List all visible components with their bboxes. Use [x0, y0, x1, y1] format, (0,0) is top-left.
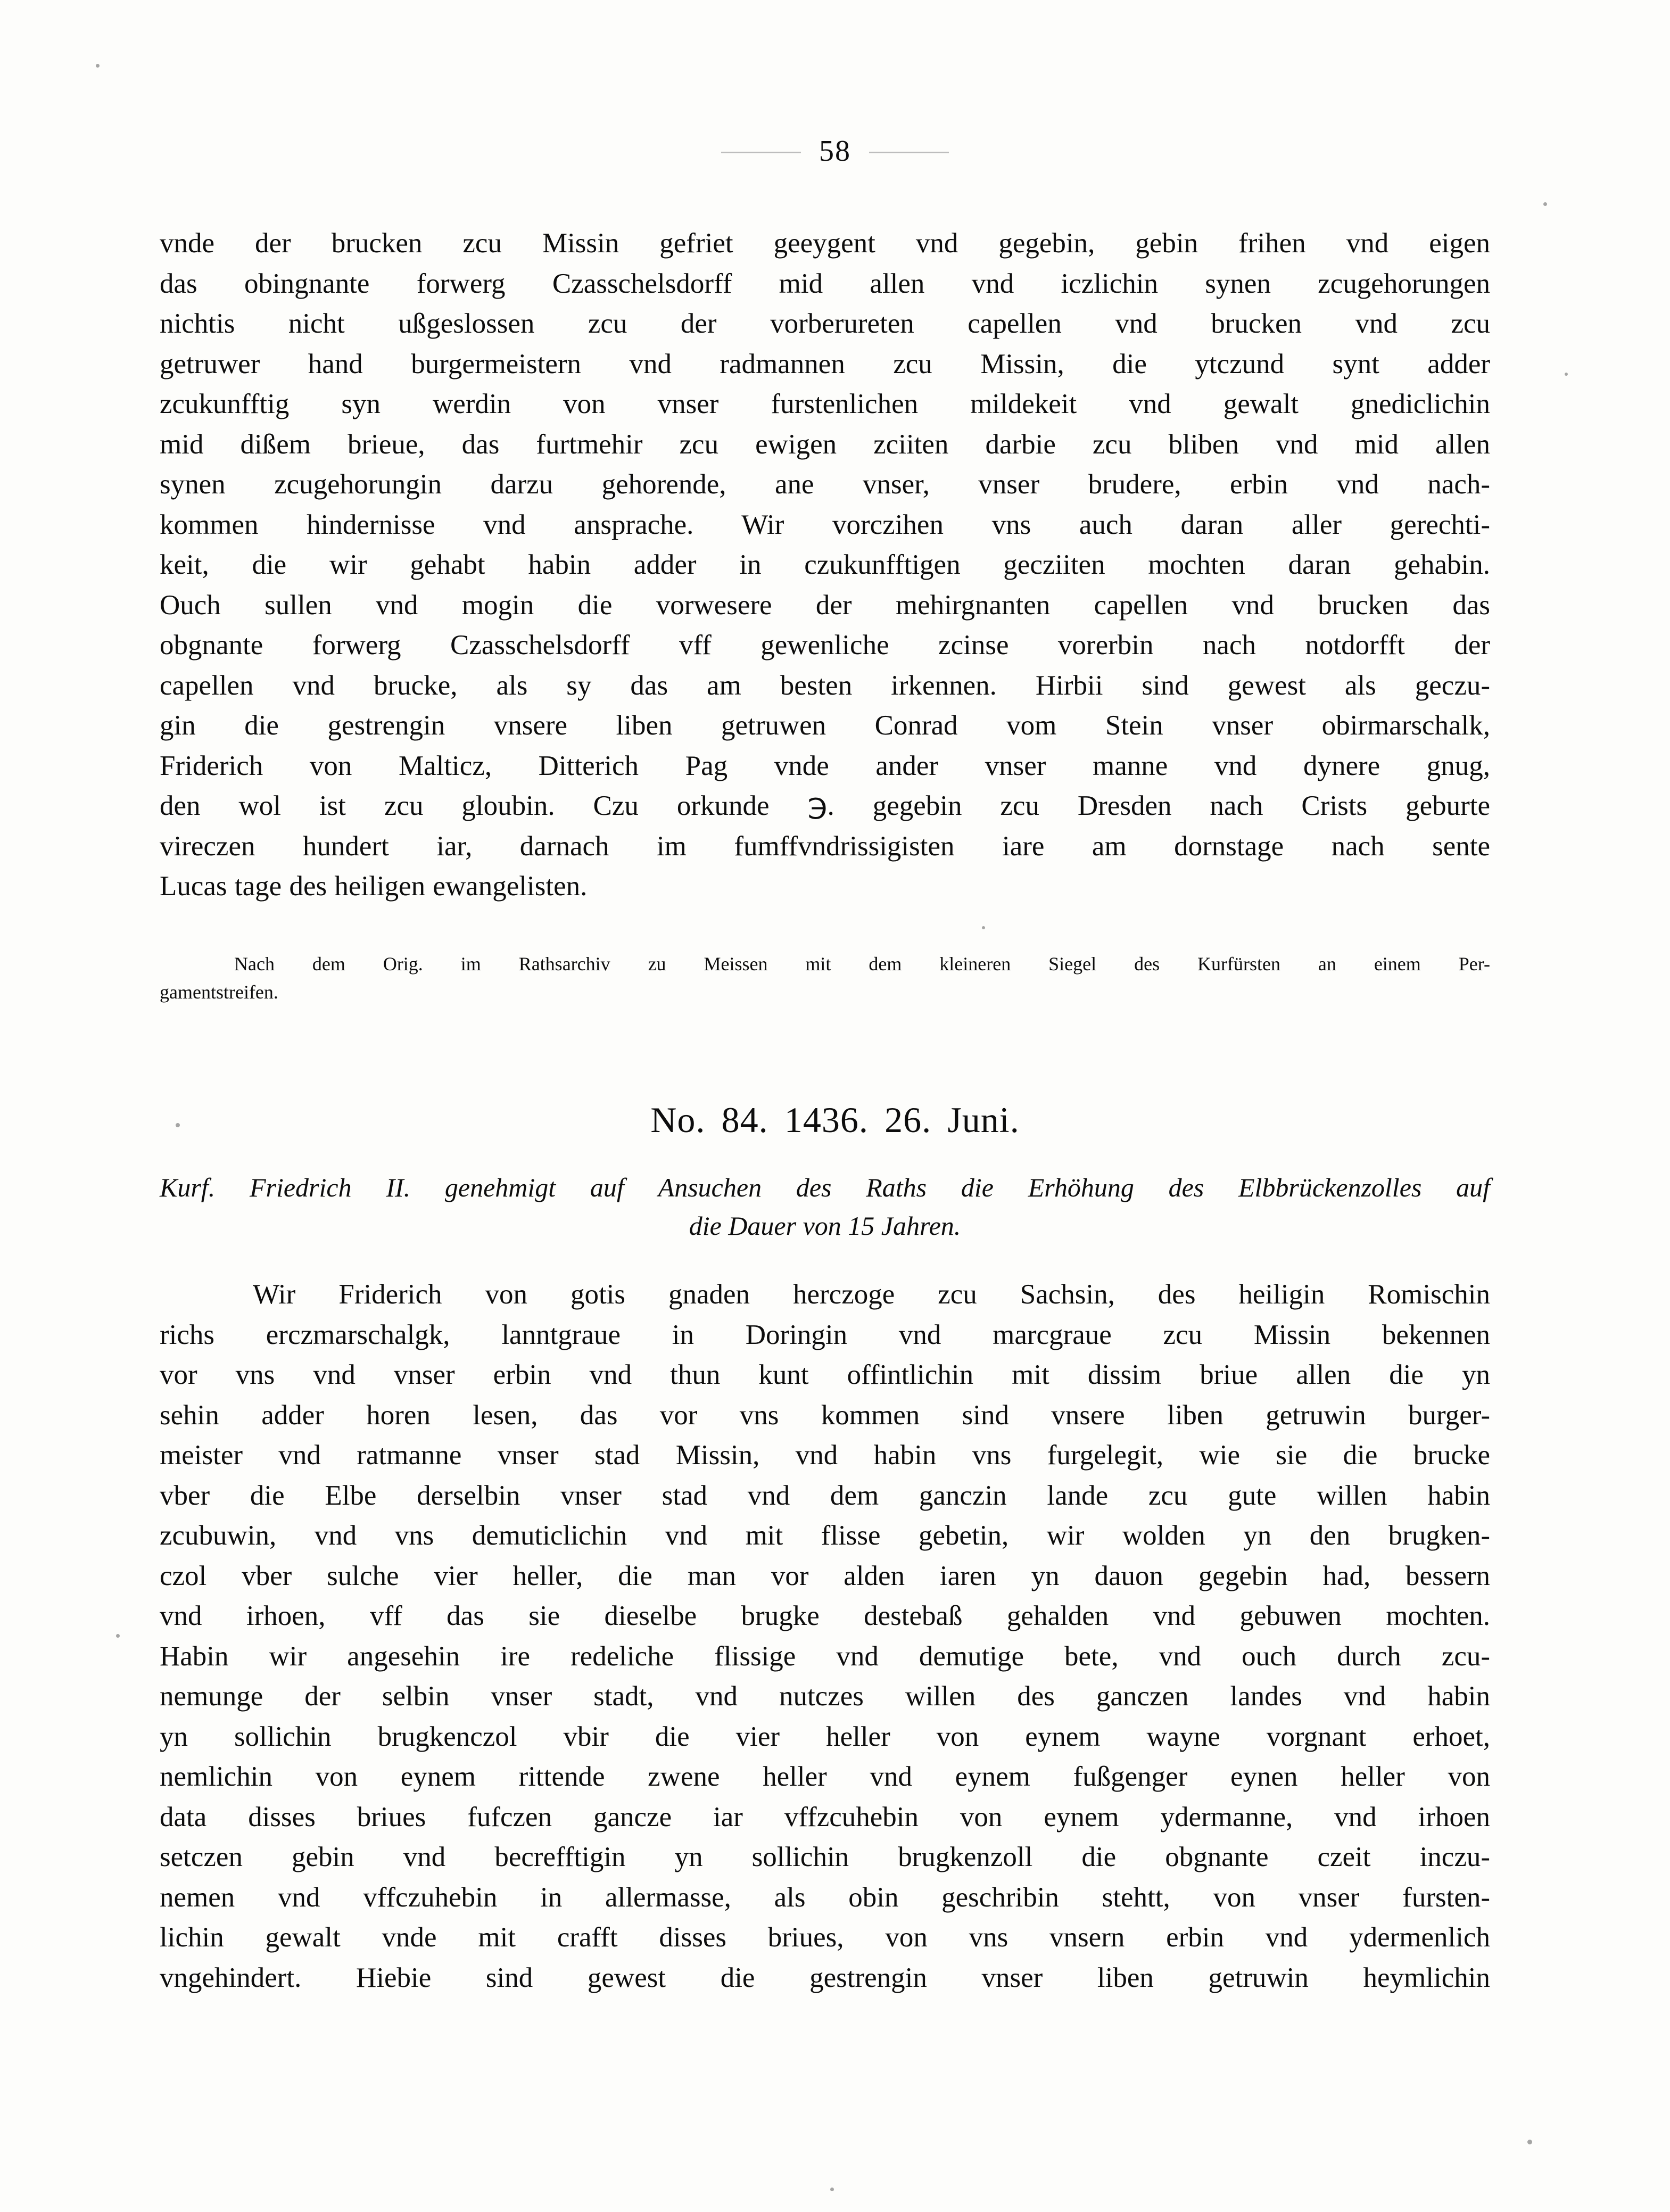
regest-line: die Dauer von 15 Jahren. [689, 1211, 961, 1241]
charter-first-line [160, 1275, 1490, 1315]
source-note-line: gamentstreifen. [160, 981, 278, 1003]
scan-speck [116, 1634, 120, 1638]
charter-line: kommen hindernisse vnd ansprache. Wir vorczihen vns auch daran aller gerechti- [160, 509, 1490, 540]
charter-line: getruwer hand burgermeistern vnd radmannen zcu Missin, die ytczund synt adder [160, 348, 1490, 379]
charter-line: capellen vnd brucke, als sy das am besten irkennen. Hirbii sind gewest als geczu- [160, 670, 1490, 701]
charter-line: yn sollichin brugkenczol vbir die vier heller von eynem wayne vorgnant erhoet, [160, 1721, 1490, 1752]
charter-line: das obingnante forwerg Czasschelsdorff mid allen vnd iczlichin synen zcugehorungen [160, 268, 1490, 299]
rule-right [869, 152, 949, 153]
charter-line: vngehindert. Hiebie sind gewest die gestrengin vnser liben getruwin heymlichin [160, 1962, 1490, 1993]
document-regest [160, 1168, 1490, 1245]
regest-line: Kurf. Friedrich II. genehmigt auf Ansuchen des Raths die Erhöhung des Elbbrückenzolles auf [160, 1173, 1490, 1202]
charter-line: vber die Elbe derselbin vnser stad vnd dem ganczin lande zcu gute willen habin [160, 1480, 1490, 1511]
scan-speck [1527, 2140, 1532, 2144]
charter-line: lichin gewalt vnde mit crafft disses briues, von vns vnsern erbin vnd ydermenlich [160, 1922, 1490, 1953]
charter-line: synen zcugehorungin darzu gehorende, ane vnser, vnser brudere, erbin vnd nach- [160, 469, 1490, 500]
charter-line: vnde der brucken zcu Missin gefriet geeygent vnd gegebin, gebin frihen vnd eigen [160, 228, 1490, 259]
source-note-line: Nach dem Orig. im Rathsarchiv zu Meissen mit dem kleineren Siegel des Kurfürsten an einem Per- [234, 953, 1490, 975]
scan-speck [982, 926, 985, 929]
charter-line: vireczen hundert iar, darnach im fumffvndrissigisten iare am dornstage nach sente [160, 830, 1490, 862]
charter-line: keit, die wir gehabt habin adder in czukunfftigen gecziiten mochten daran gehabin. [160, 549, 1490, 580]
source-note [160, 950, 1490, 1006]
charter-line: Wir Friderich von gotis gnaden herczoge zcu Sachsin, des heiligin Romischin [253, 1279, 1490, 1310]
scan-speck [96, 64, 100, 68]
charter-line: nichtis nicht ußgeslossen zcu der vorberureten capellen vnd brucken vnd zcu [160, 308, 1490, 339]
charter-line: mid dißem brieue, das furtmehir zcu ewigen zciiten darbie zcu bliben vnd mid allen [160, 428, 1490, 460]
charter-line: gin die gestrengin vnsere liben getruwen Conrad vom Stein vnser obirmarschalk, [160, 710, 1490, 741]
charter-line: Lucas tage des heiligen ewangelisten. [160, 871, 588, 902]
charter-line: sehin adder horen lesen, das vor vns kommen sind vnsere liben getruwin burger- [160, 1399, 1490, 1431]
charter-line: obgnante forwerg Czasschelsdorff vff gewenliche zcinse vorerbin nach notdorfft der [160, 630, 1490, 661]
scan-speck [1565, 373, 1568, 376]
charter-line: Ouch sullen vnd mogin die vorwesere der mehirgnanten capellen vnd brucken das [160, 589, 1490, 621]
charter-paragraph [160, 224, 1490, 907]
running-head [0, 134, 1670, 168]
charter-line: Friderich von Malticz, Ditterich Pag vnde ander vnser manne vnd dynere gnug, [160, 750, 1490, 781]
charter-paragraph [160, 1275, 1490, 1998]
charter-line: den wol ist zcu gloubin. Czu orkunde ℈. gegebin zcu Dresden nach Crists geburte [160, 790, 1490, 821]
scan-speck [1543, 202, 1547, 206]
charter-line: vor vns vnd vnser erbin vnd thun kunt offintlichin mit dissim briue allen die yn [160, 1359, 1490, 1390]
charter-line: nemunge der selbin vnser stadt, vnd nutczes willen des ganczen landes vnd habin [160, 1681, 1490, 1712]
scan-speck [830, 2188, 834, 2191]
charter-line: czol vber sulche vier heller, die man vor alden iaren yn dauon gegebin had, bessern [160, 1560, 1490, 1591]
charter-line: nemlichin von eynem rittende zwene heller vnd eynem fußgenger eynen heller von [160, 1761, 1490, 1792]
charter-line: vnd irhoen, vff das sie dieselbe brugke destebaß gehalden vnd gebuwen mochten. [160, 1600, 1490, 1631]
charter-line: data disses briues fufczen gancze iar vffzcuhebin von eynem ydermanne, vnd irhoen [160, 1801, 1490, 1833]
charter-line: setczen gebin vnd becrefftigin yn sollichin brugkenzoll die obgnante czeit inczu- [160, 1842, 1490, 1872]
charter-line: meister vnd ratmanne vnser stad Missin, vnd habin vns furgelegit, wie sie die brucke [160, 1440, 1490, 1471]
charter-text-continuation [160, 224, 1490, 907]
charter-line: zcubuwin, vnd vns demuticlichin vnd mit flisse gebetin, wir wolden yn den brugken- [160, 1520, 1490, 1551]
charter-text-no-84 [160, 1275, 1490, 1998]
charter-line: Habin wir angesehin ire redeliche flissige vnd demutige bete, vnd ouch durch zcu- [160, 1640, 1490, 1672]
charter-line: zcukunfftig syn werdin von vnser furstenlichen mildekeit vnd gewalt gnediclichin [160, 389, 1490, 419]
charter-line: nemen vnd vffczuhebin in allermasse, als obin geschribin stehtt, von vnser fursten- [160, 1881, 1490, 1913]
rule-left [721, 152, 801, 153]
document-heading: No. 84. 1436. 26. Juni. [650, 1100, 1020, 1140]
page-number: 58 [819, 135, 851, 168]
charter-line: richs erczmarschalgk, lanntgraue in Doringin vnd marcgraue zcu Missin bekennen [160, 1319, 1490, 1350]
